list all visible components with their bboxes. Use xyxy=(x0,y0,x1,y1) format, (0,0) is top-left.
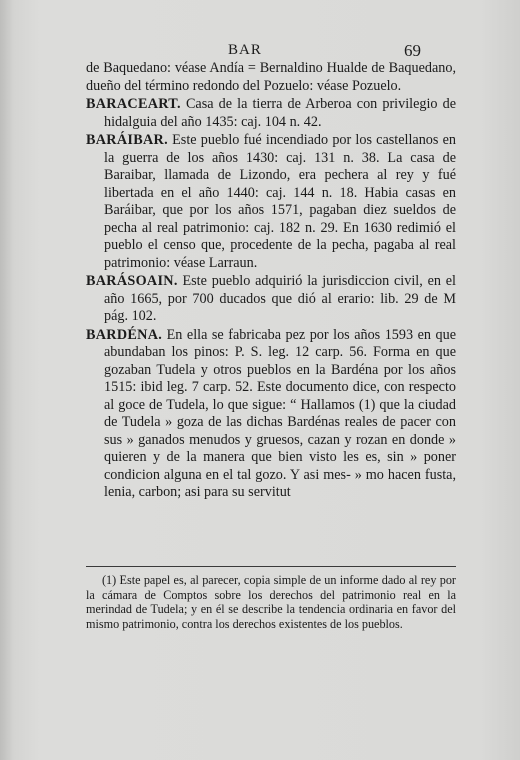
entry-headword: BARÁSOAIN. xyxy=(86,273,178,289)
entry-bardena xyxy=(86,327,456,502)
entry-barasoain xyxy=(86,273,456,326)
entry-text: Este pueblo fué incendiado por los castellanos en la guerra de los años 1430: caj. 131 n. 38. La casa de Baraibar, llamada de Lizondo, era pechera al rey y fué libertada en el año 1440: caj. 144 n. 18. Habia casas en Baráibar, que por los años 1571, pagaban diez sueldos de pecha al real patrimonio: caj. 182 n. 29. En 1630 redimió el pueblo el censo que, procedente de la pecha, pagaba al real patrimonio: véase Larraun. xyxy=(104,132,456,271)
footnote xyxy=(86,573,456,631)
running-head: BAR xyxy=(228,42,262,58)
entry-text: Este pueblo adquirió la jurisdiccion civil, en el año 1665, por 700 ducados que dió al erario: lib. 29 de M pág. 102. xyxy=(104,273,456,324)
footnote-text: (1) Este papel es, al parecer, copia simple de un informe dado al rey por la cámara de Comptos sobre los derechos del patrimonio real en la merindad de Tudela; y en él se describe la tendencia ordinaria en favor del mismo patrimonio, contra los derechos existentes de los pueblos. xyxy=(86,573,456,631)
entry-text: Casa de la tierra de Arberoa con privilegio de hidalguia del año 1435: caj. 104 n. 42. xyxy=(104,96,457,130)
entry-text: de Baquedano: véase Andía = Bernaldino Hualde de Baquedano, dueño del término redondo del Pozuelo: véase Pozuelo. xyxy=(86,60,456,94)
entry-headword: BARÁIBAR. xyxy=(86,132,168,148)
page-body xyxy=(86,60,456,503)
entry-baraceart xyxy=(86,96,456,131)
page-number: 69 xyxy=(404,41,421,60)
footnote-divider xyxy=(86,566,456,567)
entry-baraibar xyxy=(86,132,456,272)
page-header xyxy=(0,42,520,62)
entry-text: En ella se fabricaba pez por los años 1593 en que abundaban los pinos: P. S. leg. 12 carp. 56. Forma en que gozaban Tudela y otros pueblos en la Bardéna por los años 1515: ibid leg. 7 carp. 52. Este documento dice, con respecto al goce de Tudela, lo que sigue: “ Hallamos (1) que la ciudad de Tudela » goza de las dichas Bardénas reales de pacer con sus » ganados menudos y gruesos, cazan y rozan en donde » quieren y de la manera que bien visto les es, sin » poner condicion alguna en el tal gozo. Y asi mes- » mo hacen fusta, lenia, carbon; asi para su servitut xyxy=(104,326,456,500)
entry-headword: BARDÉNA. xyxy=(86,326,163,343)
entry-continuation xyxy=(86,60,456,95)
entry-headword: BARACEART. xyxy=(86,96,181,112)
